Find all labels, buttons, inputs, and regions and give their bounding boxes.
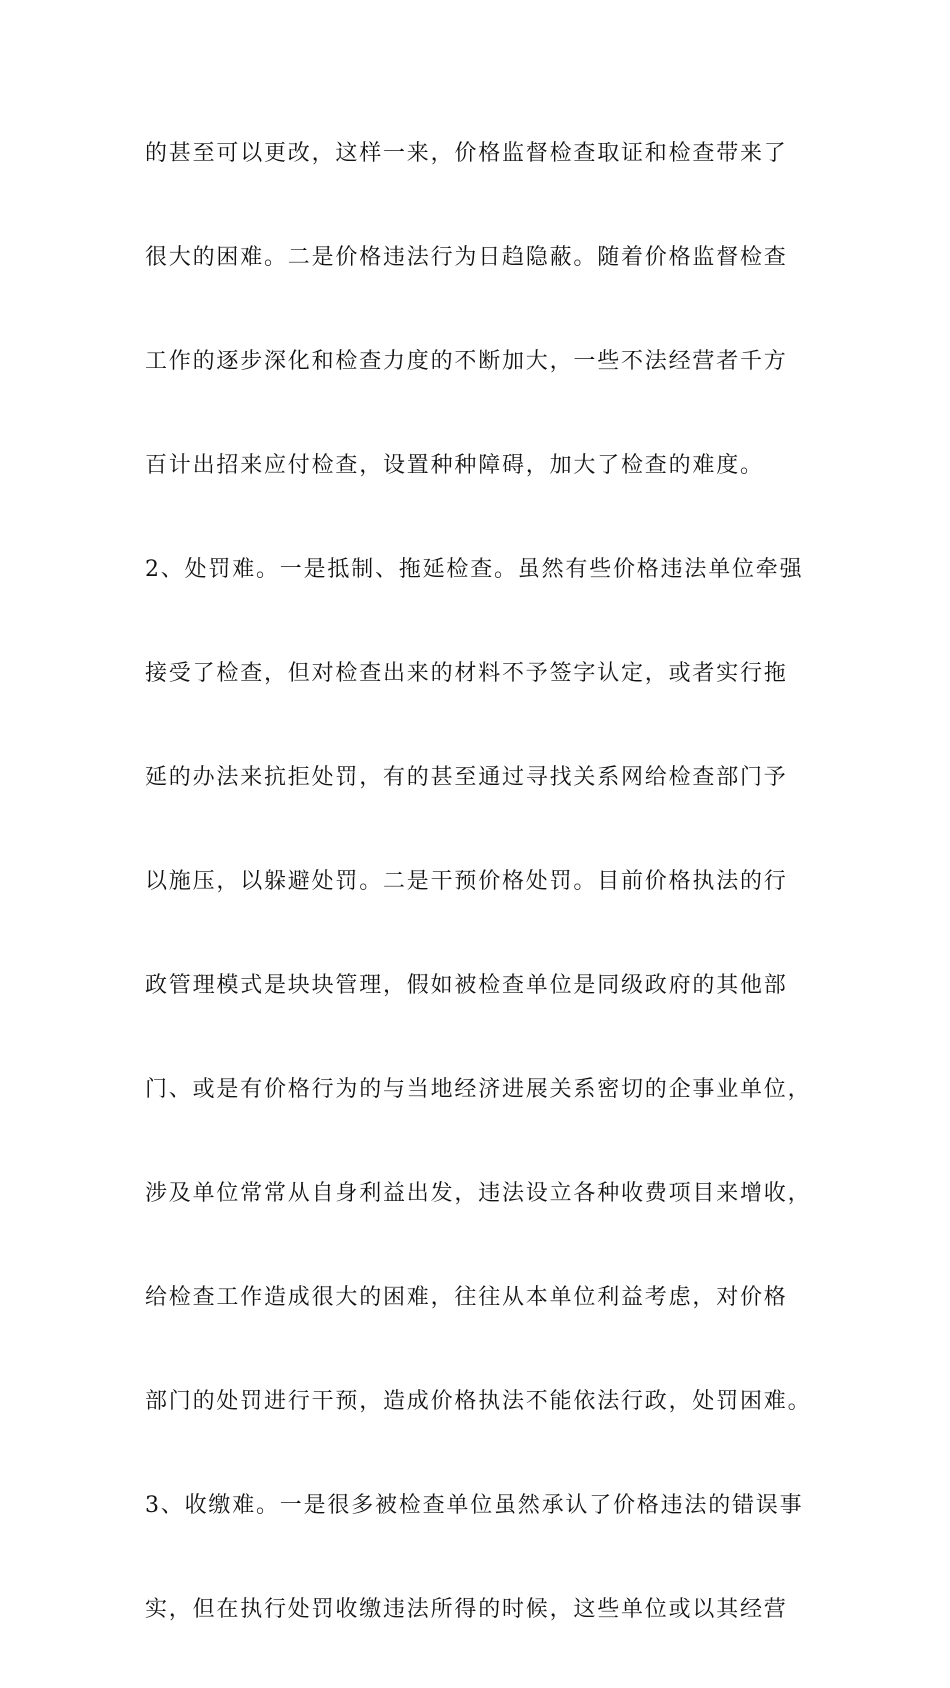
text-line-10: 门、或是有价格行为的与当地经济进展关系密切的企事业单位， bbox=[145, 1077, 812, 1102]
body-text bbox=[145, 128, 825, 1688]
text-line-5: 2、处罚难。一是抵制、拖延检查。虽然有些价格违法单位牵强 bbox=[145, 557, 804, 582]
text-line-8: 以施压，以躲避处罚。二是干预价格处罚。目前价格执法的行 bbox=[145, 869, 788, 894]
text-line-11: 涉及单位常常从自身利益出发，违法设立各种收费项目来增收， bbox=[145, 1181, 812, 1206]
text-line-6: 接受了检查，但对检查出来的材料不予签字认定，或者实行拖 bbox=[145, 661, 788, 686]
text-line-12: 给检查工作造成很大的困难，往往从本单位利益考虑，对价格 bbox=[145, 1285, 788, 1310]
text-line-2: 很大的困难。二是价格违法行为日趋隐蔽。随着价格监督检查 bbox=[145, 245, 788, 270]
text-line-3: 工作的逐步深化和检查力度的不断加大，一些不法经营者千方 bbox=[145, 349, 788, 374]
text-line-9: 政管理模式是块块管理，假如被检查单位是同级政府的其他部 bbox=[145, 973, 788, 998]
text-line-15: 实，但在执行处罚收缴违法所得的时候，这些单位或以其经营 bbox=[145, 1597, 788, 1622]
text-line-4: 百计出招来应付检查，设置种种障碍，加大了检查的难度。 bbox=[145, 453, 764, 478]
text-line-13: 部门的处罚进行干预，造成价格执法不能依法行政，处罚困难。 bbox=[145, 1389, 812, 1414]
text-line-14: 3、收缴难。一是很多被检查单位虽然承认了价格违法的错误事 bbox=[145, 1493, 804, 1518]
text-line-7: 延的办法来抗拒处罚，有的甚至通过寻找关系网给检查部门予 bbox=[145, 765, 788, 790]
text-line-1: 的甚至可以更改，这样一来，价格监督检查取证和检查带来了 bbox=[145, 141, 788, 166]
